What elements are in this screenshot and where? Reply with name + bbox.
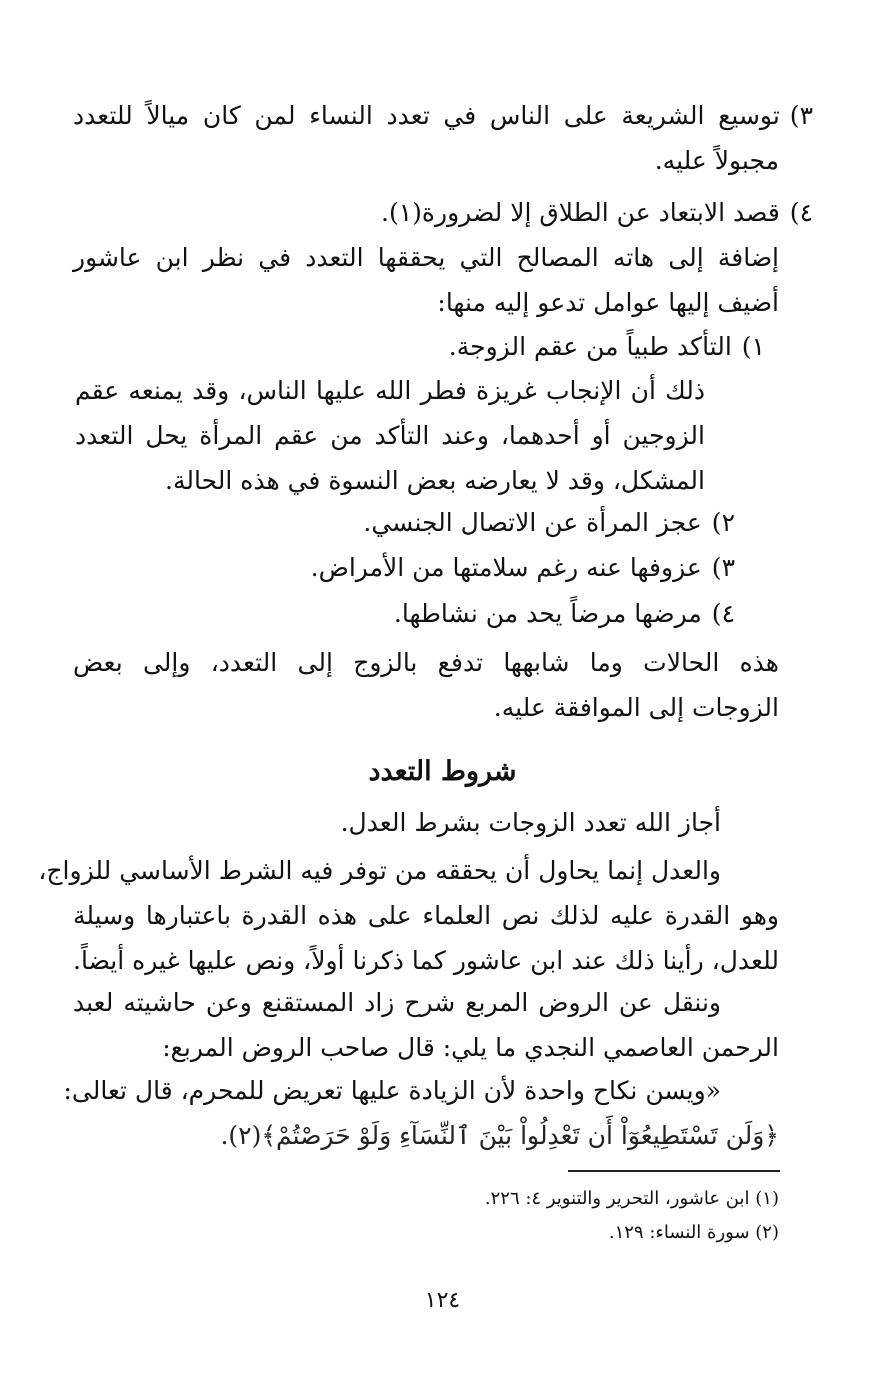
list-item-continuation: مجبولاً عليه.: [654, 146, 779, 175]
paragraph: أجاز الله تعدد الزوجات بشرط العدل.: [340, 808, 721, 837]
page-number: ١٢٤: [424, 1288, 461, 1313]
paragraph: هذه الحالات وما شابهها تدفع بالزوج إلى التعدد، وإلى بعض: [73, 648, 779, 677]
list-item-number: ٢): [711, 508, 735, 537]
paragraph: والعدل إنما يحاول أن يحققه من توفر فيه الشرط الأساسي للزواج، وهو القدرة عليه لذلك نص العلماء على هذه القدرة باعتبارها وسيلة للعدل، رأينا ذلك عند ابن عاشور كما ذكرنا أولاً، ونص عليها غيره أيضاً.: [38, 856, 779, 975]
quran-verse: ﴿وَلَن تَسْتَطِيعُوٓاْ أَن تَعْدِلُواْ بَيْنَ ٱلنِّسَآءِ وَلَوْ حَرَصْتُمْ﴾(٢).: [220, 1121, 779, 1150]
paragraph-line: أضيف إليها عوامل تدعو إليه منها:: [437, 288, 779, 317]
list-item: ٤)مرضها مرضاً يحد من نشاطها.: [394, 591, 735, 636]
paragraph-line: الزوجات إلى الموافقة عليه.: [493, 693, 779, 722]
list-item: [73, 93, 813, 138]
paragraph: إضافة إلى هاته المصالح التي يحققها التعدد في نظر ابن عاشور: [73, 243, 779, 272]
list-item: ٣)عزوفها عنه رغم سلامتها من الأمراض.: [311, 545, 735, 590]
footnote-separator: [568, 1170, 780, 1172]
list-item-number: ١): [741, 332, 765, 361]
footnote: (١) ابن عاشور، التحرير والتنوير ٤: ٢٢٦.: [484, 1188, 779, 1209]
list-item-number: ٣): [711, 553, 735, 582]
quotation: «ويسن نكاح واحدة لأن الزيادة عليها تعريض للمحرم، قال تعالى: ﴿وَلَن تَسْتَطِيعُوٓاْ أَن تَعْدِلُواْ بَيْنَ ٱلنِّسَآءِ وَلَوْ حَرَصْتُمْ﴾(٢).: [73, 1068, 779, 1158]
list-item: ٢)عجز المرأة عن الاتصال الجنسي.: [363, 500, 735, 545]
section-heading: شروط التعدد: [368, 756, 517, 787]
footnote: (٢) سورة النساء: ١٢٩.: [608, 1222, 779, 1243]
paragraph: وننقل عن الروض المربع شرح زاد المستقنع وعن حاشيته لعبد الرحمن العاصمي النجدي ما يلي: قال صاحب الروض المربع:: [73, 988, 779, 1062]
list-item-number: ٣): [789, 101, 813, 130]
list-item-explanation: ذلك أن الإنجاب غريزة فطر الله عليها الناس، وقد يمنعه عقم الزوجين أو أحدهما، وعند التأكد من عقم المرأة يحل التعدد المشكل، وقد لا يعارضه بعض النسوة في هذه الحالة.: [75, 376, 705, 495]
list-item-number: ٤): [711, 599, 735, 628]
list-item: ٤)قصد الابتعاد عن الطلاق إلا لضرورة(١).: [381, 190, 813, 235]
list-item-line: ٣)توسيع الشريعة على الناس في تعدد النساء لمن كان ميالاً للتعدد: [73, 93, 813, 138]
list-item: ١)التأكد طبياً من عقم الزوجة.: [449, 324, 765, 369]
list-item-number: ٤): [789, 198, 813, 227]
